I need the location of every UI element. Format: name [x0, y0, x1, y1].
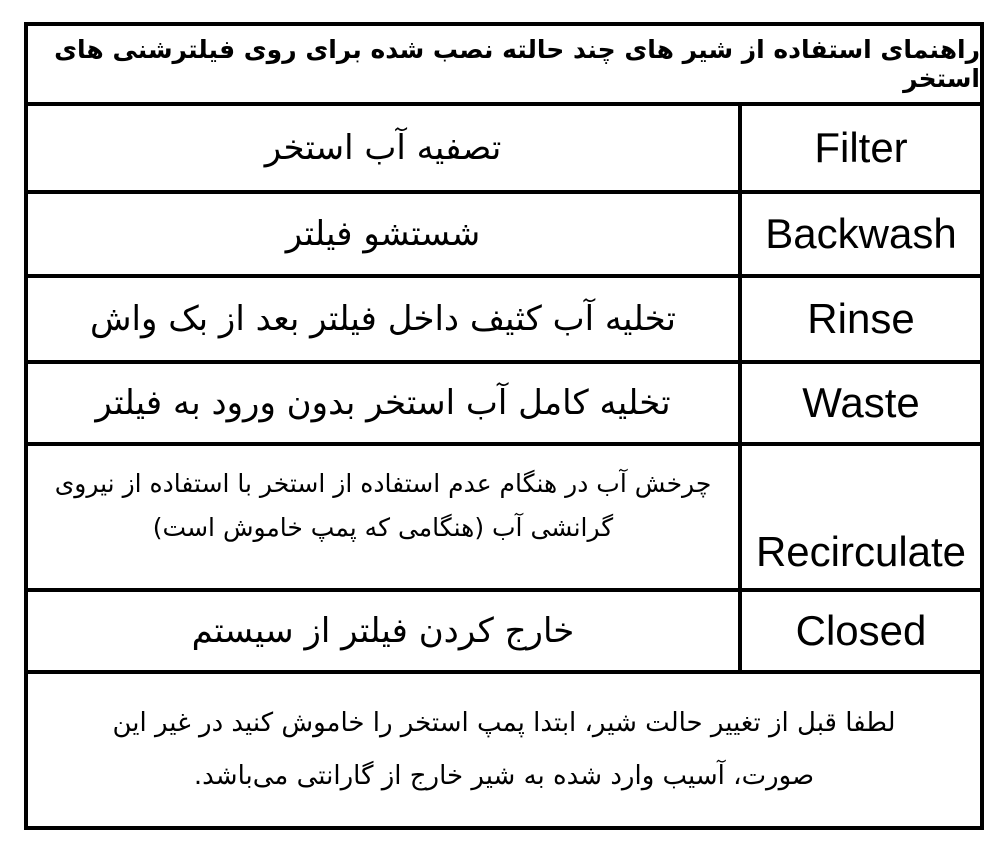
table-row: [28, 364, 980, 446]
table-row: [28, 194, 980, 278]
row-mode: Waste: [802, 379, 920, 426]
table-row: [28, 106, 980, 194]
row-description: تخلیه آب کثیف داخل فیلتر بعد از بک واش: [28, 278, 742, 360]
row-description: چرخش آب در هنگام عدم استفاده از استخر با استفاده از نیروی گرانشی آب (هنگامی که پمپ خاموش است): [28, 446, 742, 588]
row-mode: Recirculate: [755, 528, 967, 575]
table-row: [28, 278, 980, 364]
table-title: راهنمای استفاده از شیر های چند حالته نصب شده برای روی فیلترشنی های استخر: [28, 26, 980, 106]
row-mode: Backwash: [765, 210, 957, 257]
valve-guide-table: [24, 22, 984, 830]
row-mode: Filter: [814, 124, 908, 171]
table-row: [28, 592, 980, 674]
row-mode: Rinse: [807, 295, 915, 342]
row-description: تصفیه آب استخر: [28, 106, 742, 190]
row-description: خارج کردن فیلتر از سیستم: [28, 592, 742, 670]
table-row: [28, 446, 980, 592]
row-mode: Closed: [795, 607, 927, 654]
row-description: تخلیه کامل آب استخر بدون ورود به فیلتر: [28, 364, 742, 442]
warning-note: لطفا قبل از تغییر حالت شیر، ابتدا پمپ استخر را خاموش کنید در غیر این صورت، آسیب وارد شده به شیر خارج از گارانتی می‌باشد.: [112, 707, 896, 791]
row-description: شستشو فیلتر: [28, 194, 742, 274]
